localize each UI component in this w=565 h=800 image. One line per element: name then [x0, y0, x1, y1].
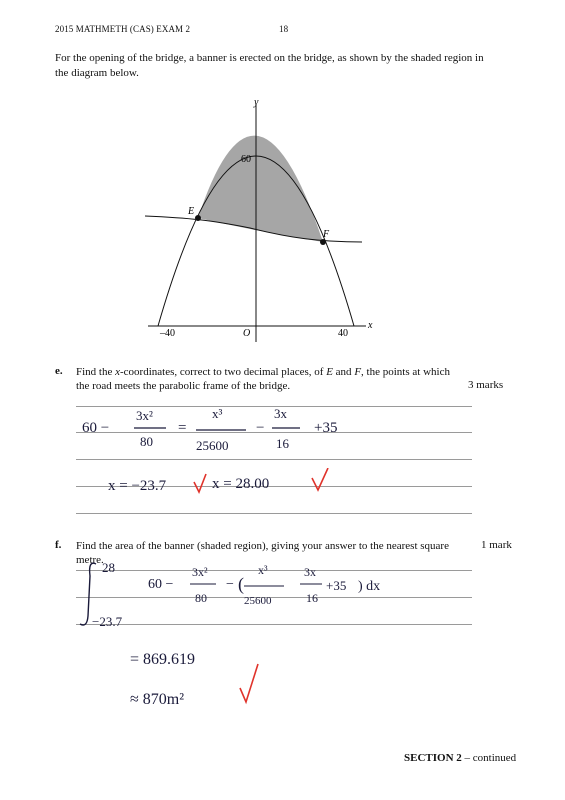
banner-shaded-region: [198, 136, 323, 242]
question-e-marks: 3 marks: [468, 379, 504, 391]
check-mark-icon: [194, 474, 206, 492]
answer-f-result-rounded: ≈ 870m²: [130, 691, 185, 708]
question-e-text-part: -coordinates, correct to two decimal places, of: [120, 366, 327, 378]
point-f-label: F: [323, 229, 330, 240]
answer-f-open-paren: (: [238, 574, 244, 594]
question-e-text: [76, 365, 476, 393]
footer-section-name: SECTION 2: [404, 752, 462, 764]
question-f-label: f.: [55, 539, 62, 551]
x-tick-neg40: –40: [160, 328, 175, 339]
question-e-text-part: Find the: [76, 366, 116, 378]
integral-upper-limit: 28: [102, 560, 115, 575]
question-f-marks: 1 mark: [481, 539, 512, 551]
check-mark-icon: [240, 664, 258, 702]
answer-f-frac3-den: 16: [306, 591, 318, 605]
answer-f-result: [126, 642, 306, 722]
answer-e-solutions: [108, 468, 348, 500]
bridge-diagram: [130, 92, 390, 347]
question-f-text: Find the area of the banner (shaded region), giving your answer to the nearest square metre.: [76, 540, 449, 566]
question-e-label: e.: [55, 365, 63, 377]
y-axis-label: y: [254, 97, 259, 108]
answer-e-frac1-den: 80: [140, 434, 153, 449]
answer-f-frac1-num: 3x²: [192, 565, 208, 579]
answer-e-frac2-den: 25600: [196, 438, 229, 453]
answer-e-solution-2: x = 28.00: [212, 476, 270, 492]
answer-f-result-exact: = 869.619: [130, 651, 196, 668]
answer-f-plus-term: +35: [326, 578, 347, 593]
answer-e-frac1-num: 3x²: [136, 408, 153, 423]
point-e-marker: [195, 215, 201, 221]
answer-e-frac3-den: 16: [276, 436, 289, 451]
x-axis-label: x: [368, 320, 373, 331]
footer-continued: – continued: [461, 752, 517, 764]
answer-f-frac2-den: 25600: [244, 595, 272, 607]
answer-f-frac2-num: x³: [258, 563, 268, 577]
answer-e-solution-1: x = −23.7: [108, 478, 167, 494]
question-e-point-e: E: [326, 366, 333, 378]
page-number: 18: [279, 24, 289, 34]
answer-e-plus-term: +35: [314, 420, 338, 436]
y-tick-60: 60: [241, 154, 251, 165]
answer-f-frac3-num: 3x: [304, 565, 316, 579]
question-e-text-part: , the points at which: [361, 366, 450, 378]
question-e-text-line2: the road meets the parabolic frame of the bridge.: [76, 380, 291, 392]
footer-section: [404, 752, 516, 764]
answer-e-working: [78, 398, 408, 460]
answer-e-frac3-num: 3x: [274, 406, 287, 421]
point-e-label: E: [188, 206, 195, 217]
answer-f-frac1-den: 80: [195, 591, 207, 605]
answer-f-minus: −: [226, 577, 234, 592]
question-e-point-f: F: [354, 366, 362, 378]
origin-label: O: [243, 328, 251, 339]
exam-header: 2015 MATHMETH (CAS) EXAM 2: [55, 24, 191, 34]
answer-e-lhs: 60 −: [82, 420, 110, 436]
x-tick-40: 40: [338, 328, 348, 339]
intro-text: For the opening of the bridge, a banner is erected on the bridge, as shown by the shaded region in the diagram below.: [55, 52, 484, 79]
integral-lower-limit: −23.7: [92, 614, 123, 629]
question-e-text-part: and: [332, 366, 355, 378]
answer-e-minus: −: [256, 420, 265, 436]
answer-e-frac2-num: x³: [212, 406, 223, 421]
answer-f-close-dx: ) dx: [358, 579, 381, 594]
answer-f-working: [74, 558, 414, 630]
check-mark-icon: [312, 468, 328, 490]
answer-f-integrand-start: 60 −: [148, 577, 174, 592]
question-e-var: x: [115, 366, 121, 378]
answer-e-equals: =: [178, 420, 187, 436]
answer-line: [76, 513, 472, 514]
